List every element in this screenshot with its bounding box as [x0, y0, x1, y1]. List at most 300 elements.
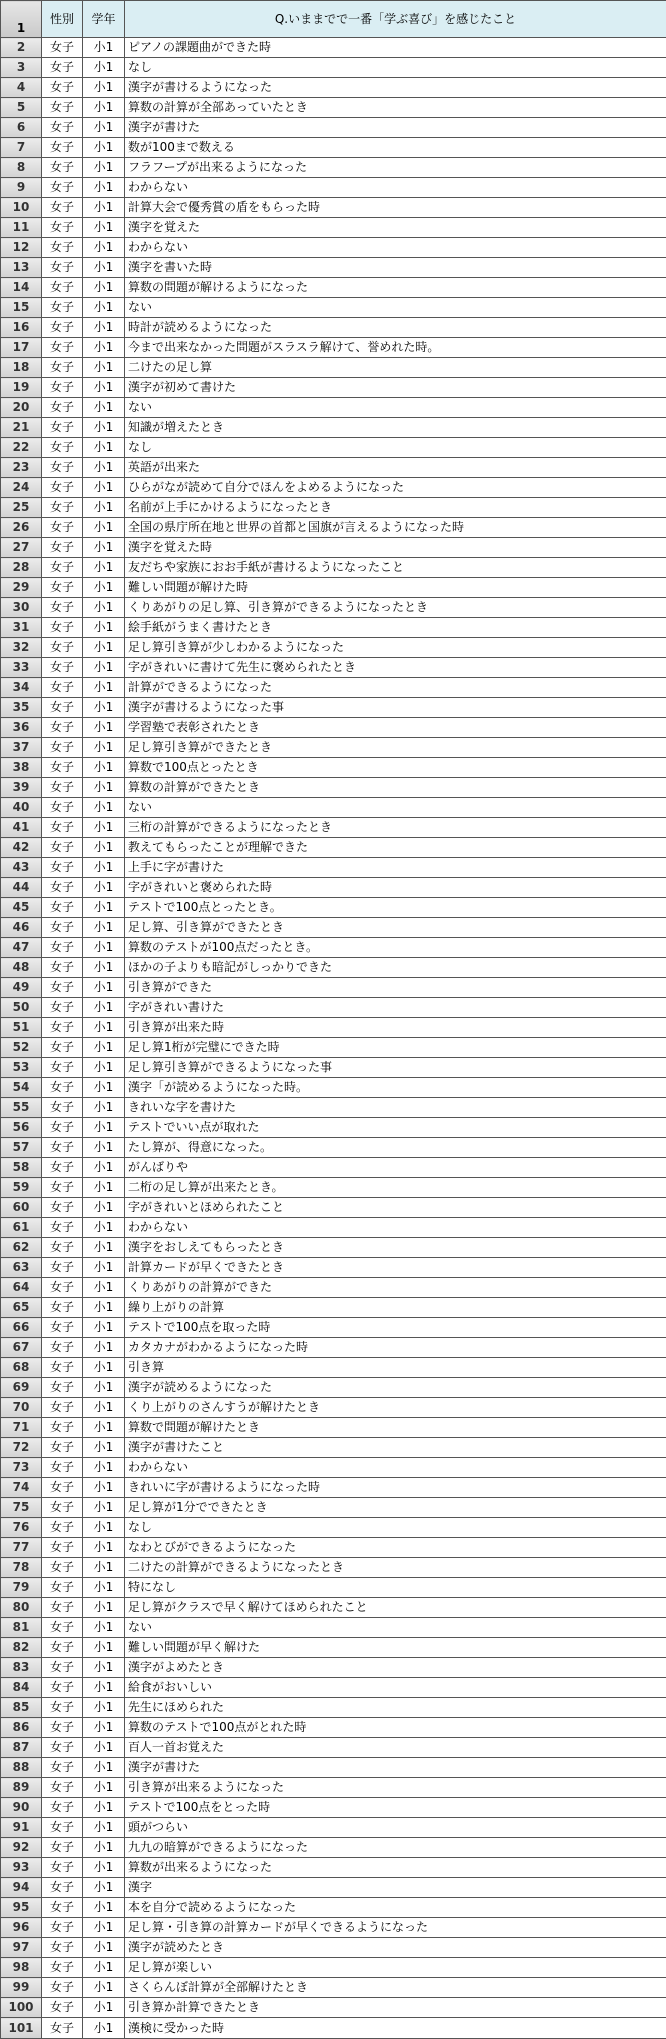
answer-cell[interactable]: 全国の県庁所在地と世界の首都と国旗が言えるようになった時 — [125, 518, 666, 538]
answer-cell[interactable]: なし — [125, 438, 666, 458]
gender-cell[interactable]: 女子 — [42, 38, 83, 58]
answer-cell[interactable]: 数が100まで数える — [125, 138, 666, 158]
answer-cell[interactable]: テストで100点をとった時 — [125, 1798, 666, 1818]
answer-cell[interactable]: 字がきれいとほめられたこと — [125, 1198, 666, 1218]
row-number-cell[interactable]: 69 — [1, 1378, 42, 1398]
row-number-cell[interactable]: 71 — [1, 1418, 42, 1438]
gender-cell[interactable]: 女子 — [42, 718, 83, 738]
row-number-cell[interactable]: 11 — [1, 218, 42, 238]
grade-cell[interactable]: 小1 — [83, 1478, 125, 1498]
row-number-cell[interactable]: 45 — [1, 898, 42, 918]
gender-cell[interactable]: 女子 — [42, 1258, 83, 1278]
row-number-cell[interactable]: 90 — [1, 1798, 42, 1818]
answer-cell[interactable]: 足し算が楽しい — [125, 1958, 666, 1978]
gender-cell[interactable]: 女子 — [42, 1978, 83, 1998]
grade-cell[interactable]: 小1 — [83, 538, 125, 558]
gender-cell[interactable]: 女子 — [42, 818, 83, 838]
grade-cell[interactable]: 小1 — [83, 1058, 125, 1078]
gender-cell[interactable]: 女子 — [42, 1858, 83, 1878]
row-number-cell[interactable]: 18 — [1, 358, 42, 378]
grade-cell[interactable]: 小1 — [83, 1158, 125, 1178]
answer-cell[interactable]: ほかの子よりも暗記がしっかりできた — [125, 958, 666, 978]
row-number-cell[interactable]: 60 — [1, 1198, 42, 1218]
row-number-cell[interactable]: 63 — [1, 1258, 42, 1278]
row-number-cell[interactable]: 58 — [1, 1158, 42, 1178]
gender-cell[interactable]: 女子 — [42, 1358, 83, 1378]
grade-cell[interactable]: 小1 — [83, 1618, 125, 1638]
row-number-cell[interactable]: 22 — [1, 438, 42, 458]
answer-cell[interactable]: 時計が読めるようになった — [125, 318, 666, 338]
answer-cell[interactable]: くり上がりのさんすうが解けたとき — [125, 1398, 666, 1418]
grade-cell[interactable]: 小1 — [83, 218, 125, 238]
grade-cell[interactable]: 小1 — [83, 1518, 125, 1538]
answer-cell[interactable]: 引き算が出来た時 — [125, 1018, 666, 1038]
gender-cell[interactable]: 女子 — [42, 1698, 83, 1718]
grade-cell[interactable]: 小1 — [83, 78, 125, 98]
answer-cell[interactable]: 二桁の足し算が出来たとき。 — [125, 1178, 666, 1198]
answer-cell[interactable]: 百人一首お覚えた — [125, 1738, 666, 1758]
gender-cell[interactable]: 女子 — [42, 178, 83, 198]
gender-cell[interactable]: 女子 — [42, 998, 83, 1018]
answer-cell[interactable]: わからない — [125, 238, 666, 258]
row-number-cell[interactable]: 81 — [1, 1618, 42, 1638]
grade-cell[interactable]: 小1 — [83, 58, 125, 78]
answer-cell[interactable]: 算数で100点とったとき — [125, 758, 666, 778]
row-number-cell[interactable]: 42 — [1, 838, 42, 858]
grade-cell[interactable]: 小1 — [83, 1558, 125, 1578]
answer-cell[interactable]: 九九の暗算ができるようになった — [125, 1838, 666, 1858]
row-number-cell[interactable]: 72 — [1, 1438, 42, 1458]
answer-cell[interactable]: 知識が増えたとき — [125, 418, 666, 438]
answer-cell[interactable]: 字がきれい書けた — [125, 998, 666, 1018]
grade-cell[interactable]: 小1 — [83, 638, 125, 658]
gender-cell[interactable]: 女子 — [42, 478, 83, 498]
row-number-cell[interactable]: 6 — [1, 118, 42, 138]
row-number-cell[interactable]: 44 — [1, 878, 42, 898]
grade-cell[interactable]: 小1 — [83, 1498, 125, 1518]
answer-cell[interactable]: 英語が出来た — [125, 458, 666, 478]
gender-cell[interactable]: 女子 — [42, 98, 83, 118]
gender-cell[interactable]: 女子 — [42, 1438, 83, 1458]
row-number-cell[interactable]: 77 — [1, 1538, 42, 1558]
row-number-cell[interactable]: 4 — [1, 78, 42, 98]
row-number-cell[interactable]: 17 — [1, 338, 42, 358]
gender-cell[interactable]: 女子 — [42, 278, 83, 298]
grade-cell[interactable]: 小1 — [83, 1358, 125, 1378]
row-number-cell[interactable]: 76 — [1, 1518, 42, 1538]
gender-cell[interactable]: 女子 — [42, 1398, 83, 1418]
answer-cell[interactable]: 引き算ができた — [125, 978, 666, 998]
gender-cell[interactable]: 女子 — [42, 1918, 83, 1938]
grade-cell[interactable]: 小1 — [83, 298, 125, 318]
grade-cell[interactable]: 小1 — [83, 978, 125, 998]
grade-cell[interactable]: 小1 — [83, 138, 125, 158]
answer-cell[interactable]: ひらがなが読めて自分でほんをよめるようになった — [125, 478, 666, 498]
gender-cell[interactable]: 女子 — [42, 858, 83, 878]
answer-cell[interactable]: 算数のテストが100点だったとき。 — [125, 938, 666, 958]
grade-cell[interactable]: 小1 — [83, 478, 125, 498]
answer-cell[interactable]: がんばりや — [125, 1158, 666, 1178]
row-number-cell[interactable]: 34 — [1, 678, 42, 698]
gender-cell[interactable]: 女子 — [42, 1638, 83, 1658]
grade-cell[interactable]: 小1 — [83, 1698, 125, 1718]
answer-cell[interactable]: 算数の問題が解けるようになった — [125, 278, 666, 298]
grade-cell[interactable]: 小1 — [83, 1718, 125, 1738]
answer-cell[interactable]: 算数の計算ができたとき — [125, 778, 666, 798]
answer-cell[interactable]: 二けたの計算ができるようになったとき — [125, 1558, 666, 1578]
grade-cell[interactable]: 小1 — [83, 498, 125, 518]
grade-cell[interactable]: 小1 — [83, 438, 125, 458]
grade-cell[interactable]: 小1 — [83, 778, 125, 798]
grade-cell[interactable]: 小1 — [83, 1238, 125, 1258]
grade-cell[interactable]: 小1 — [83, 698, 125, 718]
gender-cell[interactable]: 女子 — [42, 1578, 83, 1598]
row-number-cell[interactable]: 95 — [1, 1898, 42, 1918]
grade-cell[interactable]: 小1 — [83, 1738, 125, 1758]
answer-cell[interactable]: 漢字がよめたとき — [125, 1658, 666, 1678]
grade-cell[interactable]: 小1 — [83, 1398, 125, 1418]
gender-cell[interactable]: 女子 — [42, 2018, 83, 2039]
grade-cell[interactable]: 小1 — [83, 1118, 125, 1138]
gender-cell[interactable]: 女子 — [42, 1018, 83, 1038]
grade-cell[interactable]: 小1 — [83, 1638, 125, 1658]
gender-cell[interactable]: 女子 — [42, 1158, 83, 1178]
gender-cell[interactable]: 女子 — [42, 758, 83, 778]
gender-cell[interactable]: 女子 — [42, 1838, 83, 1858]
grade-cell[interactable]: 小1 — [83, 358, 125, 378]
answer-cell[interactable]: テストでいい点が取れた — [125, 1118, 666, 1138]
grade-cell[interactable]: 小1 — [83, 1798, 125, 1818]
grade-cell[interactable]: 小1 — [83, 1018, 125, 1038]
grade-cell[interactable]: 小1 — [83, 118, 125, 138]
answer-cell[interactable]: 二けたの足し算 — [125, 358, 666, 378]
answer-cell[interactable]: 漢字をおしえてもらったとき — [125, 1238, 666, 1258]
answer-cell[interactable]: 漢字を書いた時 — [125, 258, 666, 278]
row-number-cell[interactable]: 20 — [1, 398, 42, 418]
grade-cell[interactable]: 小1 — [83, 1338, 125, 1358]
gender-column-header[interactable]: 性別 — [42, 1, 83, 38]
answer-cell[interactable]: 上手に字が書けた — [125, 858, 666, 878]
grade-cell[interactable]: 小1 — [83, 1758, 125, 1778]
grade-cell[interactable]: 小1 — [83, 658, 125, 678]
grade-cell[interactable]: 小1 — [83, 618, 125, 638]
gender-cell[interactable]: 女子 — [42, 1898, 83, 1918]
answer-cell[interactable]: 足し算が1分でできたとき — [125, 1498, 666, 1518]
gender-cell[interactable]: 女子 — [42, 1458, 83, 1478]
grade-cell[interactable]: 小1 — [83, 1438, 125, 1458]
gender-cell[interactable]: 女子 — [42, 118, 83, 138]
row-number-cell[interactable]: 8 — [1, 158, 42, 178]
gender-cell[interactable]: 女子 — [42, 498, 83, 518]
row-number-cell[interactable]: 98 — [1, 1958, 42, 1978]
row-number-cell[interactable]: 32 — [1, 638, 42, 658]
grade-cell[interactable]: 小1 — [83, 1978, 125, 1998]
row-number-cell[interactable]: 65 — [1, 1298, 42, 1318]
answer-cell[interactable]: ない — [125, 1618, 666, 1638]
gender-cell[interactable]: 女子 — [42, 1758, 83, 1778]
grade-cell[interactable]: 小1 — [83, 1038, 125, 1058]
answer-cell[interactable]: わからない — [125, 1458, 666, 1478]
gender-cell[interactable]: 女子 — [42, 318, 83, 338]
row-number-cell[interactable]: 29 — [1, 578, 42, 598]
gender-cell[interactable]: 女子 — [42, 658, 83, 678]
answer-cell[interactable]: フラフープが出来るようになった — [125, 158, 666, 178]
row-number-cell[interactable]: 67 — [1, 1338, 42, 1358]
grade-cell[interactable]: 小1 — [83, 1878, 125, 1898]
answer-cell[interactable]: くりあがりの計算ができた — [125, 1278, 666, 1298]
gender-cell[interactable]: 女子 — [42, 1338, 83, 1358]
row-number-cell[interactable]: 10 — [1, 198, 42, 218]
grade-cell[interactable]: 小1 — [83, 858, 125, 878]
gender-cell[interactable]: 女子 — [42, 598, 83, 618]
gender-cell[interactable]: 女子 — [42, 1518, 83, 1538]
row-number-cell[interactable]: 86 — [1, 1718, 42, 1738]
answer-cell[interactable]: きれいに字が書けるようになった時 — [125, 1478, 666, 1498]
gender-cell[interactable]: 女子 — [42, 358, 83, 378]
row-number-cell[interactable]: 91 — [1, 1818, 42, 1838]
answer-cell[interactable]: 足し算・引き算の計算カードが早くできるようになった — [125, 1918, 666, 1938]
grade-cell[interactable]: 小1 — [83, 1678, 125, 1698]
gender-cell[interactable]: 女子 — [42, 1998, 83, 2018]
row-number-cell[interactable]: 89 — [1, 1778, 42, 1798]
gender-cell[interactable]: 女子 — [42, 1198, 83, 1218]
row-number-cell[interactable]: 66 — [1, 1318, 42, 1338]
answer-cell[interactable]: 足し算引き算が少しわかるようになった — [125, 638, 666, 658]
gender-cell[interactable]: 女子 — [42, 518, 83, 538]
grade-cell[interactable]: 小1 — [83, 1098, 125, 1118]
gender-cell[interactable]: 女子 — [42, 1298, 83, 1318]
row-number-cell[interactable]: 51 — [1, 1018, 42, 1038]
answer-cell[interactable]: なし — [125, 58, 666, 78]
answer-cell[interactable]: 字がきれいに書けて先生に褒められたとき — [125, 658, 666, 678]
row-number-cell[interactable]: 57 — [1, 1138, 42, 1158]
gender-cell[interactable]: 女子 — [42, 1238, 83, 1258]
grade-cell[interactable]: 小1 — [83, 1278, 125, 1298]
row-number-cell[interactable]: 56 — [1, 1118, 42, 1138]
row-number-cell[interactable]: 23 — [1, 458, 42, 478]
row-number-cell[interactable]: 52 — [1, 1038, 42, 1058]
grade-cell[interactable]: 小1 — [83, 178, 125, 198]
grade-cell[interactable]: 小1 — [83, 1298, 125, 1318]
answer-cell[interactable]: たし算が、得意になった。 — [125, 1138, 666, 1158]
answer-cell[interactable]: 足し算引き算ができるようになった事 — [125, 1058, 666, 1078]
gender-cell[interactable]: 女子 — [42, 198, 83, 218]
grade-cell[interactable]: 小1 — [83, 718, 125, 738]
row-number-cell[interactable]: 36 — [1, 718, 42, 738]
grade-cell[interactable]: 小1 — [83, 1858, 125, 1878]
grade-cell[interactable]: 小1 — [83, 1178, 125, 1198]
gender-cell[interactable]: 女子 — [42, 158, 83, 178]
gender-cell[interactable]: 女子 — [42, 1098, 83, 1118]
gender-cell[interactable]: 女子 — [42, 1938, 83, 1958]
answer-cell[interactable]: 計算ができるようになった — [125, 678, 666, 698]
row-number-cell[interactable]: 53 — [1, 1058, 42, 1078]
answer-cell[interactable]: 繰り上がりの計算 — [125, 1298, 666, 1318]
gender-cell[interactable]: 女子 — [42, 978, 83, 998]
grade-cell[interactable]: 小1 — [83, 458, 125, 478]
answer-cell[interactable]: 算数が出来るようになった — [125, 1858, 666, 1878]
grade-cell[interactable]: 小1 — [83, 578, 125, 598]
answer-cell[interactable]: ピアノの課題曲ができた時 — [125, 38, 666, 58]
gender-cell[interactable]: 女子 — [42, 1818, 83, 1838]
answer-cell[interactable]: 名前が上手にかけるようになったとき — [125, 498, 666, 518]
answer-cell[interactable]: ない — [125, 298, 666, 318]
grade-cell[interactable]: 小1 — [83, 898, 125, 918]
row-number-cell[interactable]: 24 — [1, 478, 42, 498]
answer-cell[interactable]: カタカナがわかるようになった時 — [125, 1338, 666, 1358]
row-number-cell[interactable]: 35 — [1, 698, 42, 718]
row-number-cell[interactable]: 100 — [1, 1998, 42, 2018]
row-number-cell[interactable]: 26 — [1, 518, 42, 538]
grade-column-header[interactable]: 学年 — [83, 1, 125, 38]
answer-cell[interactable]: 漢字が書けるようになった — [125, 78, 666, 98]
row-number-cell[interactable]: 30 — [1, 598, 42, 618]
answer-cell[interactable]: 算数のテストで100点がとれた時 — [125, 1718, 666, 1738]
row-number-cell[interactable]: 101 — [1, 2018, 42, 2039]
grade-cell[interactable]: 小1 — [83, 1998, 125, 2018]
row-number-cell[interactable]: 64 — [1, 1278, 42, 1298]
row-number-cell[interactable]: 68 — [1, 1358, 42, 1378]
gender-cell[interactable]: 女子 — [42, 578, 83, 598]
gender-cell[interactable]: 女子 — [42, 398, 83, 418]
gender-cell[interactable]: 女子 — [42, 238, 83, 258]
answer-cell[interactable]: 漢字を覚えた時 — [125, 538, 666, 558]
answer-cell[interactable]: 教えてもらったことが理解できた — [125, 838, 666, 858]
answer-cell[interactable]: 給食がおいしい — [125, 1678, 666, 1698]
gender-cell[interactable]: 女子 — [42, 1178, 83, 1198]
grade-cell[interactable]: 小1 — [83, 738, 125, 758]
grade-cell[interactable]: 小1 — [83, 38, 125, 58]
answer-cell[interactable]: 足し算がクラスで早く解けてほめられたこと — [125, 1598, 666, 1618]
answer-cell[interactable]: 足し算1桁が完璧にできた時 — [125, 1038, 666, 1058]
answer-cell[interactable]: 漢字を覚えた — [125, 218, 666, 238]
row-number-cell[interactable]: 27 — [1, 538, 42, 558]
gender-cell[interactable]: 女子 — [42, 538, 83, 558]
answer-cell[interactable]: 漢検に受かった時 — [125, 2018, 666, 2039]
gender-cell[interactable]: 女子 — [42, 838, 83, 858]
gender-cell[interactable]: 女子 — [42, 618, 83, 638]
row-number-cell[interactable]: 14 — [1, 278, 42, 298]
grade-cell[interactable]: 小1 — [83, 1898, 125, 1918]
grade-cell[interactable]: 小1 — [83, 198, 125, 218]
answer-cell[interactable]: テストで100点を取った時 — [125, 1318, 666, 1338]
answer-cell[interactable]: 足し算引き算ができたとき — [125, 738, 666, 758]
gender-cell[interactable]: 女子 — [42, 1798, 83, 1818]
answer-cell[interactable]: さくらんぼ計算が全部解けたとき — [125, 1978, 666, 1998]
row-number-cell[interactable]: 39 — [1, 778, 42, 798]
answer-cell[interactable]: 漢字が読めるようになった — [125, 1378, 666, 1398]
grade-cell[interactable]: 小1 — [83, 878, 125, 898]
row-number-cell[interactable]: 41 — [1, 818, 42, 838]
answer-cell[interactable]: 漢字が初めて書けた — [125, 378, 666, 398]
answer-cell[interactable]: 難しい問題が早く解けた — [125, 1638, 666, 1658]
grade-cell[interactable]: 小1 — [83, 838, 125, 858]
gender-cell[interactable]: 女子 — [42, 438, 83, 458]
grade-cell[interactable]: 小1 — [83, 418, 125, 438]
gender-cell[interactable]: 女子 — [42, 1318, 83, 1338]
grade-cell[interactable]: 小1 — [83, 2018, 125, 2039]
answer-cell[interactable]: 算数で問題が解けたとき — [125, 1418, 666, 1438]
grade-cell[interactable]: 小1 — [83, 1598, 125, 1618]
answer-cell[interactable]: わからない — [125, 178, 666, 198]
question-column-header[interactable]: Q.いままでで一番「学ぶ喜び」を感じたこと — [125, 1, 666, 38]
row-number-cell[interactable]: 73 — [1, 1458, 42, 1478]
grade-cell[interactable]: 小1 — [83, 1258, 125, 1278]
grade-cell[interactable]: 小1 — [83, 258, 125, 278]
gender-cell[interactable]: 女子 — [42, 1658, 83, 1678]
grade-cell[interactable]: 小1 — [83, 598, 125, 618]
row-number-cell[interactable]: 40 — [1, 798, 42, 818]
answer-cell[interactable]: 漢字が書けたこと — [125, 1438, 666, 1458]
row-number-cell[interactable]: 88 — [1, 1758, 42, 1778]
answer-cell[interactable]: 引き算 — [125, 1358, 666, 1378]
answer-cell[interactable]: 漢字 — [125, 1878, 666, 1898]
answer-cell[interactable]: ない — [125, 798, 666, 818]
row-number-cell[interactable]: 55 — [1, 1098, 42, 1118]
answer-cell[interactable]: 先生にほめられた — [125, 1698, 666, 1718]
row-number-cell[interactable]: 15 — [1, 298, 42, 318]
grade-cell[interactable]: 小1 — [83, 998, 125, 1018]
row-number-cell[interactable]: 83 — [1, 1658, 42, 1678]
gender-cell[interactable]: 女子 — [42, 1278, 83, 1298]
answer-cell[interactable]: 三桁の計算ができるようになったとき — [125, 818, 666, 838]
grade-cell[interactable]: 小1 — [83, 518, 125, 538]
answer-cell[interactable]: 引き算か計算できたとき — [125, 1998, 666, 2018]
gender-cell[interactable]: 女子 — [42, 1678, 83, 1698]
grade-cell[interactable]: 小1 — [83, 938, 125, 958]
row-number-cell[interactable]: 28 — [1, 558, 42, 578]
row-number-cell[interactable]: 80 — [1, 1598, 42, 1618]
gender-cell[interactable]: 女子 — [42, 458, 83, 478]
row-number-cell[interactable]: 85 — [1, 1698, 42, 1718]
gender-cell[interactable]: 女子 — [42, 338, 83, 358]
gender-cell[interactable]: 女子 — [42, 1138, 83, 1158]
row-number-cell[interactable]: 79 — [1, 1578, 42, 1598]
row-number-cell[interactable]: 38 — [1, 758, 42, 778]
gender-cell[interactable]: 女子 — [42, 958, 83, 978]
row-number-cell[interactable]: 7 — [1, 138, 42, 158]
gender-cell[interactable]: 女子 — [42, 78, 83, 98]
gender-cell[interactable]: 女子 — [42, 1958, 83, 1978]
row-number-cell[interactable]: 19 — [1, 378, 42, 398]
gender-cell[interactable]: 女子 — [42, 138, 83, 158]
row-number-cell[interactable]: 12 — [1, 238, 42, 258]
row-number-cell[interactable]: 93 — [1, 1858, 42, 1878]
grade-cell[interactable]: 小1 — [83, 1318, 125, 1338]
answer-cell[interactable]: 漢字が書けるようになった事 — [125, 698, 666, 718]
row-number-cell[interactable]: 47 — [1, 938, 42, 958]
row-number-cell[interactable]: 78 — [1, 1558, 42, 1578]
row-number-cell[interactable]: 33 — [1, 658, 42, 678]
row-number-cell[interactable]: 61 — [1, 1218, 42, 1238]
gender-cell[interactable]: 女子 — [42, 1538, 83, 1558]
grade-cell[interactable]: 小1 — [83, 558, 125, 578]
answer-cell[interactable]: 友だちや家族におお手紙が書けるようになったこと — [125, 558, 666, 578]
gender-cell[interactable]: 女子 — [42, 1778, 83, 1798]
answer-cell[interactable]: 字がきれいと褒められた時 — [125, 878, 666, 898]
grade-cell[interactable]: 小1 — [83, 98, 125, 118]
gender-cell[interactable]: 女子 — [42, 938, 83, 958]
grade-cell[interactable]: 小1 — [83, 1838, 125, 1858]
gender-cell[interactable]: 女子 — [42, 698, 83, 718]
row-number-cell[interactable]: 21 — [1, 418, 42, 438]
grade-cell[interactable]: 小1 — [83, 1778, 125, 1798]
grade-cell[interactable]: 小1 — [83, 238, 125, 258]
gender-cell[interactable]: 女子 — [42, 738, 83, 758]
gender-cell[interactable]: 女子 — [42, 1218, 83, 1238]
gender-cell[interactable]: 女子 — [42, 1618, 83, 1638]
answer-cell[interactable]: 今まで出来なかった問題がスラスラ解けて、誉めれた時。 — [125, 338, 666, 358]
